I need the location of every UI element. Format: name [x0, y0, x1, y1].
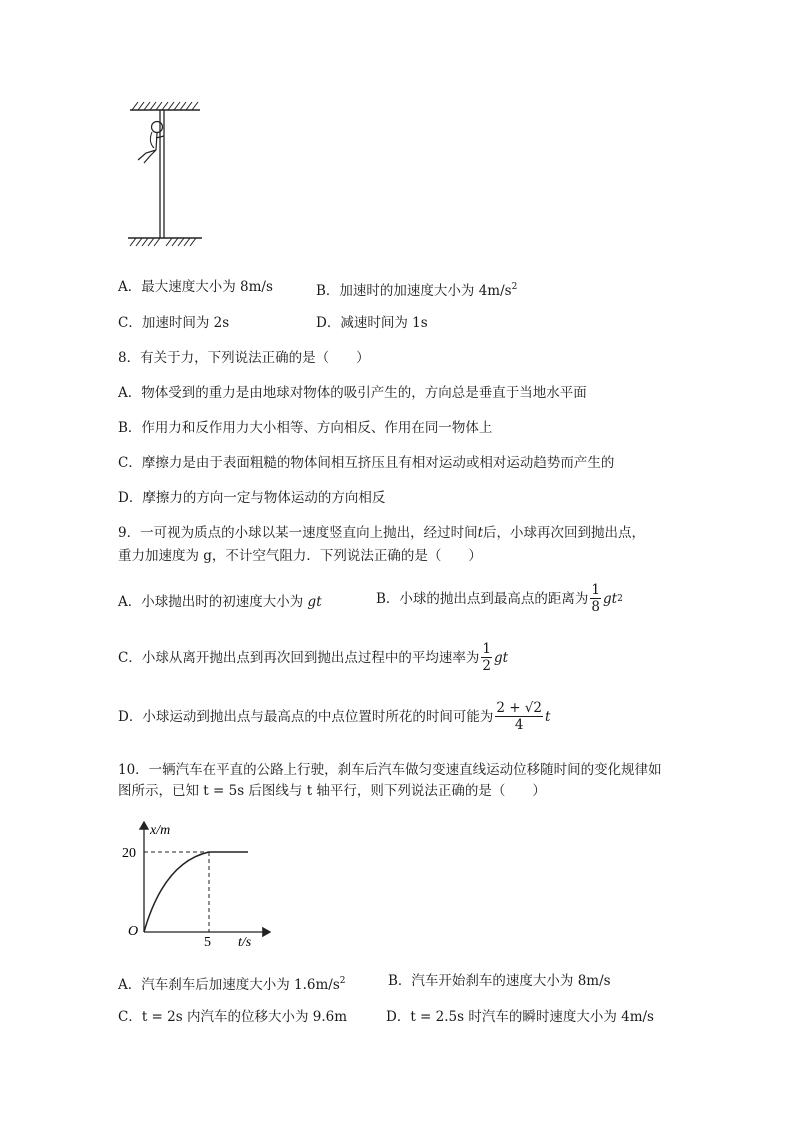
y-axis-label: x/m [150, 823, 171, 838]
q10-option-d: D．t = 2.5s 时汽车的瞬时速度大小为 4m/s [386, 1009, 654, 1025]
q8-stem: 8．有关于力，下列说法正确的是（ ） [118, 350, 370, 366]
q10-stem-line2: 图所示，已知 t = 5s 后图线与 t 轴平行，则下列说法正确的是（ ） [118, 783, 546, 799]
fraction-1-8: $\frac{1}{8}$ [591, 582, 601, 615]
q7-option-a: A．最大速度大小为 8m/s [118, 279, 273, 295]
q8-option-c: C．摩擦力是由于表面粗糙的物体间相互挤压且有相对运动或相对运动趋势而产生的 [118, 455, 615, 471]
origin-label: O [128, 924, 139, 939]
q9-option-a: A．小球抛出时的初速度大小为 gt [118, 594, 322, 610]
x-tick-5: 5 [204, 935, 211, 950]
q10-option-c: C．t = 2s 内汽车的位移大小为 9.6m [118, 1009, 348, 1025]
q9-option-d: D．小球运动到抛出点与最高点的中点位置时所花的时间可能为 $\frac{2 + √2}{4}$ t [118, 700, 551, 733]
fraction-1-2: $\frac{1}{2}$ [482, 641, 491, 674]
q9-stem-line1: 9．一可视为质点的小球以某一速度竖直向上抛出，经过时间t后，小球再次回到抛出点， [118, 525, 646, 541]
q7-option-b: B．加速时的加速度大小为 $4m/s^2$ [316, 282, 518, 299]
displacement-time-graph [120, 814, 280, 954]
pole-climber-figure [126, 98, 204, 248]
fraction-2-plus-root2-over-4: $\frac{2 + √2}{4}$ [496, 700, 543, 733]
position-curve [144, 852, 248, 932]
q7-option-c: C．加速时间为 2s [118, 315, 230, 331]
q8-option-d: D．摩擦力的方向一定与物体运动的方向相反 [118, 490, 386, 506]
x-axis-label: t/s [238, 935, 252, 950]
q9-stem-line2: 重力加速度为 g，不计空气阻力．下列说法正确的是（ ） [118, 548, 482, 564]
q7-option-d: D．减速时间为 1s [316, 315, 428, 331]
q10-option-b: B．汽车开始刹车的速度大小为 8m/s [388, 973, 611, 989]
q10-option-a: A．汽车刹车后加速度大小为 $1.6m/s^2$ [118, 976, 346, 993]
q8-option-b: B．作用力和反作用力大小相等、方向相反、作用在同一物体上 [118, 420, 493, 436]
q9-option-c: C．小球从离开抛出点到再次回到抛出点过程中的平均速率为 $\frac{1}{2}$ gt [118, 641, 509, 674]
q8-option-a: A．物体受到的重力是由地球对物体的吸引产生的，方向总是垂直于当地水平面 [118, 385, 587, 401]
q10-stem-line1: 10．一辆汽车在平直的公路上行驶，刹车后汽车做匀变速直线运动位移随时间的变化规律如 [118, 762, 662, 778]
q9-option-b: B．小球的抛出点到最高点的距离为 $\frac{1}{8}$ gt 2 [376, 582, 623, 615]
y-tick-20: 20 [122, 846, 136, 861]
